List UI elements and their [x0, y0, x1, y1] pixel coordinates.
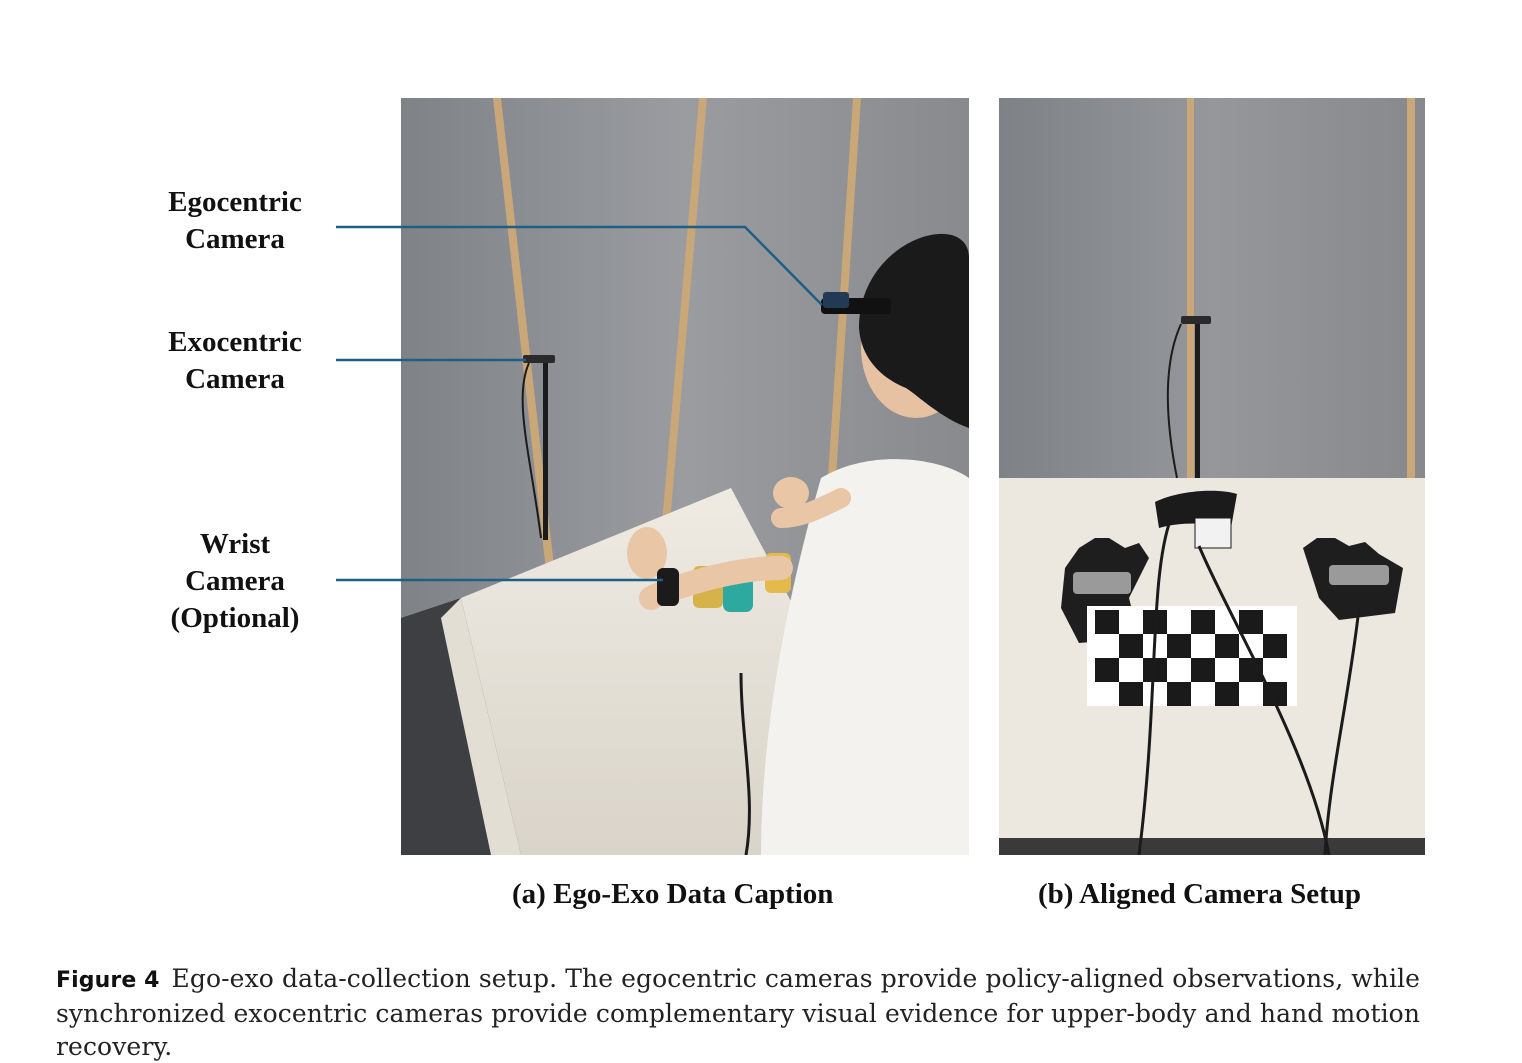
- panel-a-caption: (a) Ego-Exo Data Caption: [512, 878, 834, 910]
- checkerboard-square: [1167, 682, 1191, 706]
- checkerboard-square: [1095, 610, 1119, 634]
- figure-label: Figure 4: [56, 968, 160, 993]
- checkerboard-square: [1119, 682, 1143, 706]
- aligned-camera-photo: [999, 98, 1425, 855]
- checkerboard-square: [1191, 610, 1215, 634]
- figure-caption-text: Ego-exo data-collection setup. The egocentric cameras provide policy-aligned observations, while synchronized exocentric cameras provide complementary visual evidence for upper-body and hand motion recovery.: [56, 964, 1421, 1061]
- wrist-camera-label: Wrist Camera (Optional): [170, 528, 300, 634]
- checkerboard-square: [1239, 610, 1263, 634]
- exocentric-camera-label: Exocentric Camera: [168, 326, 302, 395]
- checkerboard-square: [1095, 658, 1119, 682]
- panel-b-caption: (b) Aligned Camera Setup: [1038, 878, 1362, 910]
- checkerboard-square: [1263, 634, 1287, 658]
- ego-exo-photo: [401, 98, 969, 855]
- checkerboard-square: [1215, 634, 1239, 658]
- egocentric-camera-label: Egocentric Camera: [168, 186, 302, 255]
- checkerboard-square: [1119, 634, 1143, 658]
- checkerboard-square: [1215, 682, 1239, 706]
- figure-caption: [56, 962, 1476, 1063]
- checkerboard-square: [1167, 634, 1191, 658]
- checkerboard-square: [1191, 658, 1215, 682]
